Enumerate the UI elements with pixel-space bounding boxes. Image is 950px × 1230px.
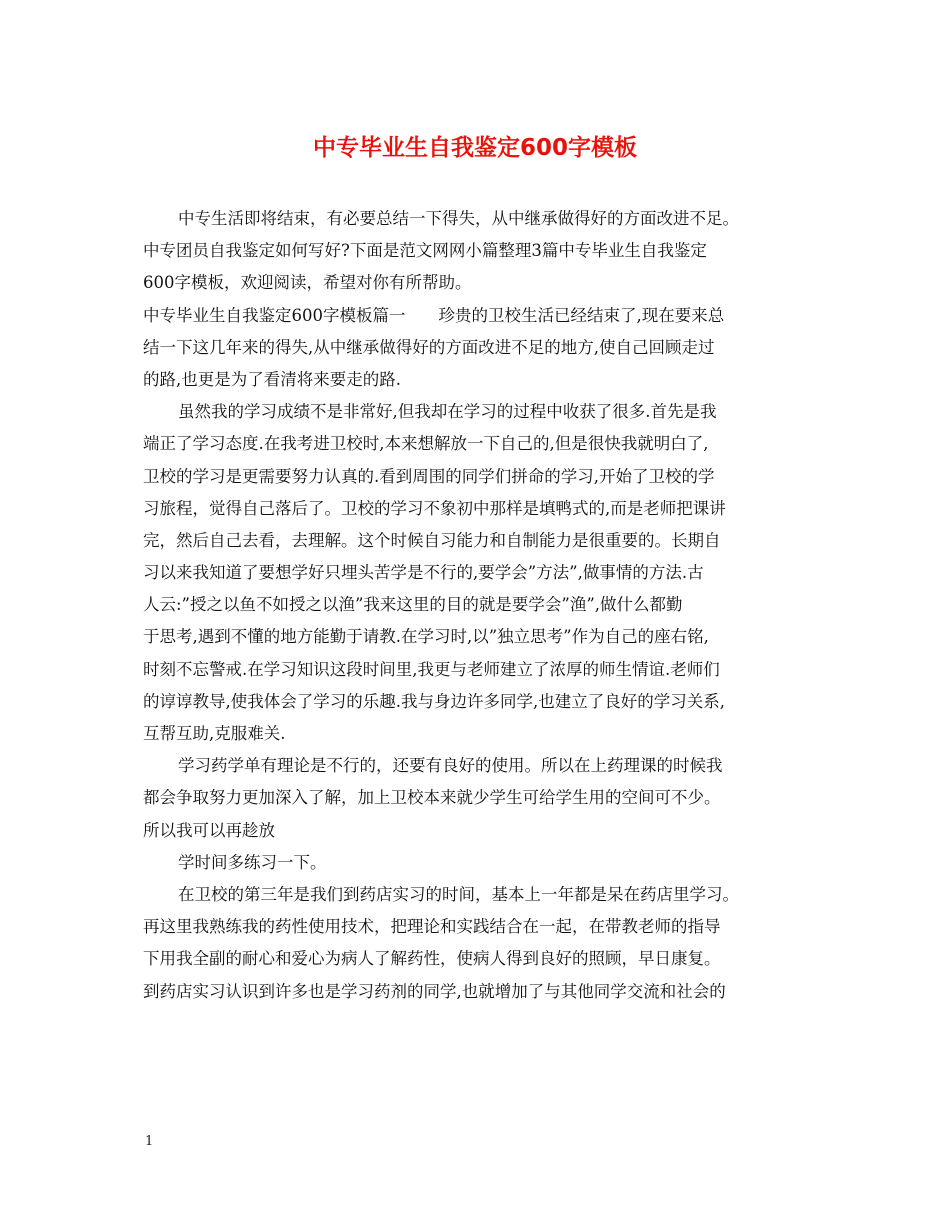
text-line: 下用我全副的耐心和爱心为病人了解药性，使病人得到良好的照顾，早日康复。 xyxy=(143,949,721,969)
text-line: 的谆谆教导,使我体会了学习的乐趣.我与身边许多同学,也建立了良好的学习关系, xyxy=(143,691,725,711)
text-line: 于思考,遇到不懂的地方能勤于请教.在学习时,以”独立思考”作为自己的座右铭, xyxy=(143,627,709,647)
text-line: 学时间多练习一下。 xyxy=(178,852,327,872)
text-line: 再这里我熟练我的药性使用技术，把理论和实践结合在一起，在带教老师的指导 xyxy=(143,917,721,937)
page-number: 1 xyxy=(145,1134,154,1149)
text-line: 人云:”授之以鱼不如授之以渔”我来这里的目的就是要学会”渔”,做什么都勤 xyxy=(143,595,683,615)
text-line: 到药店实习认识到许多也是学习药剂的同学,也就增加了与其他同学交流和社会的 xyxy=(143,981,726,1001)
text-line: 所以我可以再趁放 xyxy=(143,820,275,840)
text-line: 600字模板，欢迎阅读，希望对你有所帮助。 xyxy=(143,273,472,293)
text-line: 在卫校的第三年是我们到药店实习的时间，基本上一年都是呆在药店里学习。 xyxy=(178,884,739,904)
text-line: 虽然我的学习成绩不是非常好,但我却在学习的过程中收获了很多.首先是我 xyxy=(178,402,717,422)
text-line: 互帮互助,克服难关. xyxy=(143,724,286,743)
text-line: 中专团员自我鉴定如何写好?下面是范文网网小篇整理3篇中专毕业生自我鉴定 xyxy=(143,241,707,261)
text-line: 完，然后自己去看，去理解。这个时候自习能力和自制能力是很重要的。长期自 xyxy=(143,530,721,550)
text-line: 结一下这几年来的得失,从中继承做得好的方面改进不足的地方,使自己回顾走过 xyxy=(143,337,715,357)
text-line: 的路,也更是为了看清将来要走的路. xyxy=(143,369,401,389)
text-line: 端正了学习态度.在我考进卫校时,本来想解放一下自己的,但是很快我就明白了, xyxy=(143,434,709,454)
text-line: 习旅程，觉得自己落后了。卫校的学习不象初中那样是填鸭式的,而是老师把课讲 xyxy=(143,498,726,518)
page-title: 中专毕业生自我鉴定600字模板 xyxy=(312,135,637,161)
text-line: 中专毕业生自我鉴定600字模板篇一 珍贵的卫校生活已经结束了,现在要来总 xyxy=(143,305,725,325)
text-line: 时刻不忘警戒.在学习知识这段时间里,我更与老师建立了浓厚的师生情谊.老师们 xyxy=(143,659,720,679)
document-body xyxy=(143,203,813,1008)
text-line: 都会争取努力更加深入了解，加上卫校本来就少学生可给学生用的空间可不少。 xyxy=(143,788,721,808)
text-line: 学习药学单有理论是不行的，还要有良好的使用。所以在上药理课的时候我 xyxy=(178,756,723,776)
text-line: 卫校的学习是更需要努力认真的.看到周围的同学们拼命的学习,开始了卫校的学 xyxy=(143,466,715,486)
text-line: 习以来我知道了要想学好只埋头苦学是不行的,要学会”方法”,做事情的方法.古 xyxy=(143,563,704,583)
text-line: 中专生活即将结束，有必要总结一下得失，从中继承做得好的方面改进不足。 xyxy=(178,209,739,228)
